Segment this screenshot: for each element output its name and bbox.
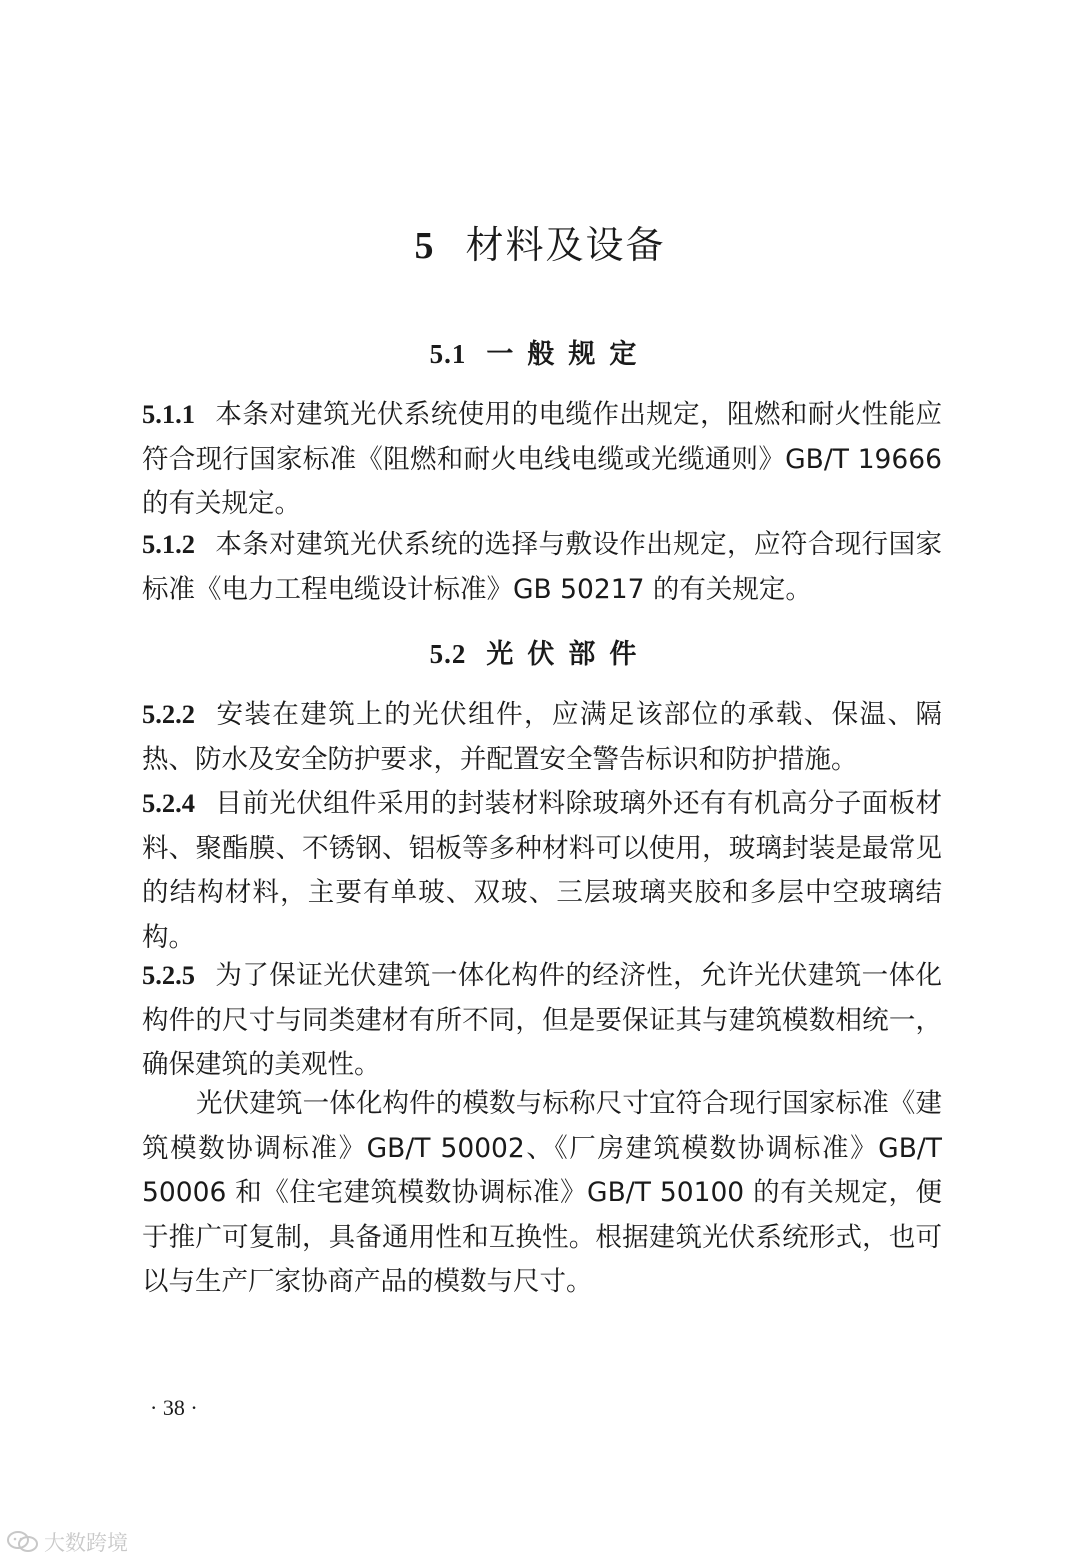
- section-title-5-2: [0, 632, 1080, 671]
- clause-text: 目前光伏组件采用的封装材料除玻璃外还有有机高分子面板材料、聚酯膜、不锈钢、铝板等多种材料可以使用，玻璃封装是最常见的结构材料，主要有单玻、双玻、三层玻璃夹胶和多层中空玻璃结构。: [142, 788, 942, 953]
- chapter-title: [0, 214, 1080, 269]
- section-name: 光伏部件: [486, 639, 651, 670]
- clause-text: 本条对建筑光伏系统使用的电缆作出规定，阻燃和耐火性能应符合现行国家标准《阻燃和耐火电线电缆或光缆通则》GB/T 19666 的有关规定。: [142, 399, 942, 519]
- clause-number: 5.1.1: [142, 399, 195, 429]
- clause-number: 5.2.5: [142, 960, 195, 990]
- clause-text: 安装在建筑上的光伏组件，应满足该部位的承载、保温、隔热、防水及安全防护要求，并配置安全警告标识和防护措施。: [142, 699, 942, 775]
- clause-number: 5.1.2: [142, 529, 195, 559]
- section-name: 一般规定: [486, 339, 651, 370]
- clause-5-1-1: [142, 392, 942, 527]
- clause-5-2-2: [142, 692, 942, 782]
- chapter-name: 材料及设备: [465, 223, 666, 267]
- section-number: 5.2: [429, 639, 467, 669]
- clause-text: 为了保证光伏建筑一体化构件的经济性，允许光伏建筑一体化构件的尺寸与同类建材有所不同，但是要保证其与建筑模数相统一，确保建筑的美观性。: [142, 960, 942, 1080]
- clause-text: 本条对建筑光伏系统的选择与敷设作出规定，应符合现行国家标准《电力工程电缆设计标准》GB 50217 的有关规定。: [142, 529, 942, 605]
- watermark: [6, 1527, 128, 1557]
- watermark-text: 大数跨境: [44, 1531, 128, 1555]
- section-title-5-1: [0, 332, 1080, 371]
- clause-number: 5.2.4: [142, 788, 195, 818]
- continuation-paragraph: 光伏建筑一体化构件的模数与标称尺寸宜符合现行国家标准《建筑模数协调标准》GB/T 50002、《厂房建筑模数协调标准》GB/T 50006 和《住宅建筑模数协调标准》GB/T 50100 的有关规定，便于推广可复制，具备通用性和互换性。根据建筑光伏系统形式，也可以与生产厂家协商产品的模数与尺寸。: [142, 1088, 942, 1297]
- wechat-logo-icon: [6, 1530, 40, 1554]
- clause-5-2-5: [142, 953, 942, 1088]
- chapter-number: 5: [414, 225, 436, 267]
- clause-number: 5.2.2: [142, 699, 195, 729]
- clause-5-1-2: [142, 522, 942, 612]
- page-number: · 38 ·: [150, 1395, 198, 1420]
- section-number: 5.1: [429, 339, 467, 369]
- clause-5-2-4: [142, 781, 942, 960]
